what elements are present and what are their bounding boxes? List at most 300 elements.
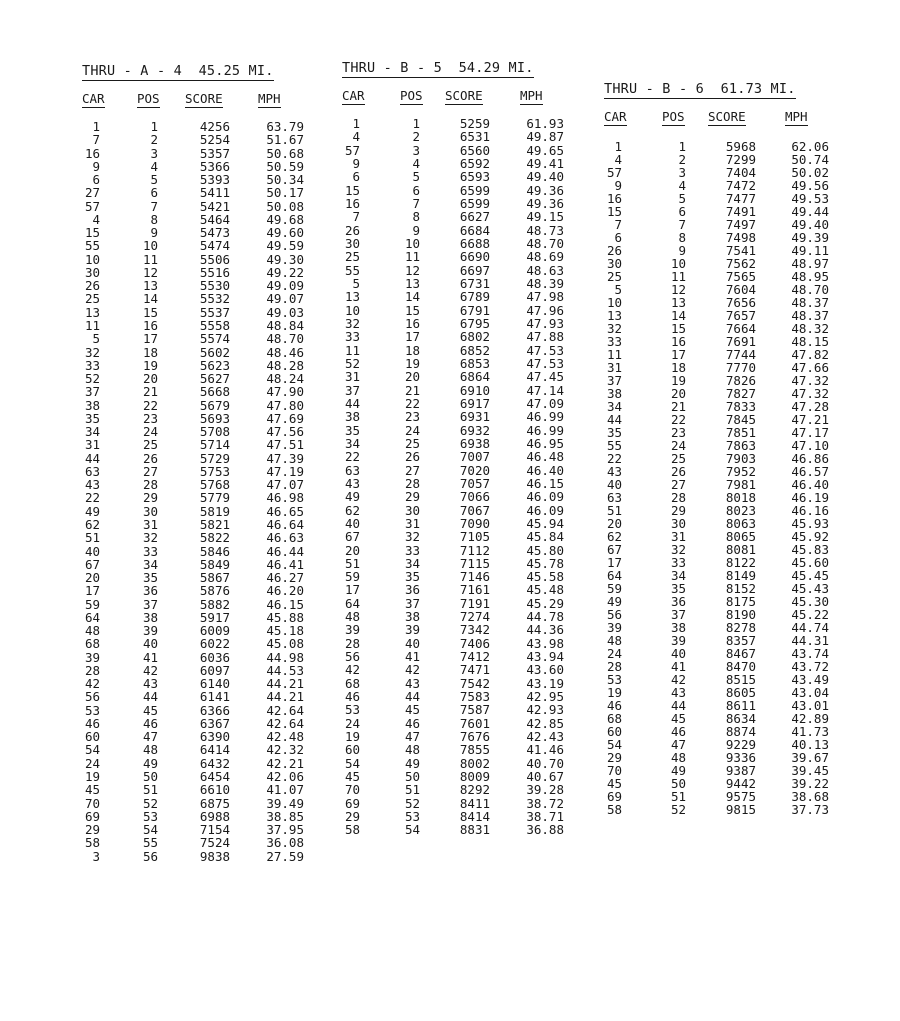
table-row <box>342 157 572 170</box>
col-pos-header: POS <box>400 88 423 103</box>
table-row <box>82 226 312 239</box>
cell-car: 33 <box>344 329 360 345</box>
cell-score: 7952 <box>725 464 756 479</box>
cell-pos: 28 <box>670 490 686 505</box>
cell-pos: 52 <box>404 795 420 811</box>
cell-car: 39 <box>84 649 100 665</box>
cell-mph: 50.17 <box>266 185 304 201</box>
cell-mph: 27.59 <box>266 848 304 864</box>
cell-car: 30 <box>84 264 100 280</box>
cell-score: 7497 <box>725 217 756 232</box>
cell-mph: 46.95 <box>526 435 564 451</box>
cell-pos: 48 <box>404 742 420 758</box>
cell-pos: 48 <box>142 742 158 758</box>
cell-score: 6688 <box>459 235 490 251</box>
table-row <box>342 823 572 836</box>
cell-score: 5506 <box>199 251 230 267</box>
cell-score: 5393 <box>199 172 230 188</box>
cell-score: 8611 <box>725 698 756 713</box>
cell-mph: 46.16 <box>791 503 829 518</box>
cell-car: 63 <box>84 463 100 479</box>
cell-pos: 40 <box>142 636 158 652</box>
table-row <box>342 250 572 263</box>
cell-pos: 39 <box>404 622 420 638</box>
cell-car: 60 <box>344 742 360 758</box>
cell-car: 26 <box>84 278 100 294</box>
cell-car: 40 <box>344 515 360 531</box>
cell-pos: 52 <box>670 802 686 817</box>
cell-pos: 43 <box>670 685 686 700</box>
table-row <box>82 346 312 359</box>
table-row <box>342 490 572 503</box>
cell-pos: 4 <box>412 155 420 171</box>
cell-car: 45 <box>606 776 622 791</box>
table-row <box>342 317 572 330</box>
table-row <box>342 637 572 650</box>
cell-pos: 5 <box>412 169 420 185</box>
table-row <box>342 544 572 557</box>
table-row <box>82 836 312 849</box>
cell-car: 32 <box>84 344 100 360</box>
cell-mph: 47.32 <box>791 386 829 401</box>
cell-car: 48 <box>344 609 360 625</box>
table-b5 <box>342 57 572 837</box>
cell-pos: 51 <box>404 782 420 798</box>
cell-score: 6802 <box>459 329 490 345</box>
cell-mph: 45.80 <box>526 542 564 558</box>
cell-score: 9838 <box>199 848 230 864</box>
cell-pos: 6 <box>150 185 158 201</box>
cell-pos: 1 <box>412 116 420 131</box>
cell-pos: 44 <box>142 689 158 705</box>
cell-pos: 37 <box>142 596 158 612</box>
cell-pos: 56 <box>142 848 158 864</box>
table-row <box>82 624 312 637</box>
table-row <box>342 717 572 730</box>
cell-pos: 26 <box>142 450 158 466</box>
cell-pos: 41 <box>404 649 420 665</box>
col-car-header: CAR <box>342 88 365 103</box>
cell-mph: 43.74 <box>791 646 829 661</box>
cell-pos: 40 <box>670 646 686 661</box>
cell-car: 63 <box>344 462 360 478</box>
table-row <box>82 757 312 770</box>
cell-car: 24 <box>344 715 360 731</box>
cell-car: 33 <box>84 357 100 373</box>
cell-pos: 34 <box>142 556 158 572</box>
cell-pos: 36 <box>404 582 420 598</box>
table-row <box>342 464 572 477</box>
table-row <box>342 597 572 610</box>
col-score-header: SCORE <box>185 91 223 106</box>
cell-car: 24 <box>84 755 100 771</box>
table-row <box>342 650 572 663</box>
cell-score: 5411 <box>199 185 230 201</box>
cell-pos: 15 <box>670 321 686 336</box>
table-row <box>82 332 312 345</box>
table-row <box>82 558 312 571</box>
cell-car: 30 <box>606 256 622 271</box>
cell-mph: 47.53 <box>526 342 564 358</box>
cell-mph: 42.06 <box>266 769 304 785</box>
cell-pos: 18 <box>404 342 420 358</box>
table-row <box>82 478 312 491</box>
table-title: THRU - B - 6 61.73 MI. <box>604 81 796 97</box>
cell-car: 38 <box>606 386 622 401</box>
cell-pos: 21 <box>670 399 686 414</box>
table-row <box>342 583 572 596</box>
table-row <box>82 186 312 199</box>
cell-mph: 45.30 <box>791 594 829 609</box>
cell-score: 7827 <box>725 386 756 401</box>
cell-score: 6731 <box>459 275 490 291</box>
cell-car: 15 <box>344 182 360 198</box>
cell-score: 6592 <box>459 155 490 171</box>
cell-score: 7770 <box>725 360 756 375</box>
cell-pos: 2 <box>678 152 686 167</box>
cell-mph: 47.53 <box>526 355 564 371</box>
cell-score: 7542 <box>459 675 490 691</box>
cell-mph: 49.87 <box>526 129 564 145</box>
cell-score: 8357 <box>725 633 756 648</box>
cell-car: 54 <box>606 737 622 752</box>
table-row <box>82 452 312 465</box>
cell-car: 22 <box>84 490 100 506</box>
cell-score: 9229 <box>725 737 756 752</box>
cell-car: 5 <box>92 331 100 347</box>
cell-score: 7863 <box>725 438 756 453</box>
table-row <box>342 184 572 197</box>
cell-score: 6875 <box>199 795 230 811</box>
cell-mph: 47.17 <box>791 425 829 440</box>
cell-car: 69 <box>84 808 100 824</box>
cell-car: 56 <box>606 607 622 622</box>
cell-mph: 42.89 <box>791 711 829 726</box>
cell-score: 7657 <box>725 308 756 323</box>
cell-score: 7565 <box>725 269 756 284</box>
cell-score: 7471 <box>459 662 490 678</box>
cell-car: 69 <box>344 795 360 811</box>
cell-car: 13 <box>606 308 622 323</box>
cell-pos: 22 <box>404 395 420 411</box>
cell-mph: 49.68 <box>266 211 304 227</box>
cell-pos: 20 <box>142 371 158 387</box>
cell-pos: 46 <box>670 724 686 739</box>
cell-mph: 46.40 <box>791 477 829 492</box>
col-score-header: SCORE <box>708 109 746 124</box>
cell-car: 43 <box>606 464 622 479</box>
cell-mph: 45.60 <box>791 555 829 570</box>
table-row <box>82 491 312 504</box>
cell-score: 7845 <box>725 412 756 427</box>
cell-car: 37 <box>606 373 622 388</box>
cell-mph: 45.93 <box>791 516 829 531</box>
table-row <box>82 213 312 226</box>
cell-pos: 37 <box>670 607 686 622</box>
cell-car: 25 <box>84 291 100 307</box>
cell-car: 57 <box>84 198 100 214</box>
cell-score: 6988 <box>199 808 230 824</box>
cell-mph: 49.03 <box>266 304 304 320</box>
cell-mph: 42.85 <box>526 715 564 731</box>
cell-car: 42 <box>344 662 360 678</box>
cell-car: 1 <box>352 116 360 131</box>
cell-pos: 41 <box>142 649 158 665</box>
cell-mph: 50.02 <box>791 165 829 180</box>
cell-score: 8831 <box>459 822 490 838</box>
cell-mph: 47.07 <box>266 477 304 493</box>
cell-car: 1 <box>614 139 622 154</box>
table-row <box>82 611 312 624</box>
cell-score: 7477 <box>725 191 756 206</box>
cell-car: 52 <box>84 371 100 387</box>
cell-score: 6852 <box>459 342 490 358</box>
cell-score: 8411 <box>459 795 490 811</box>
col-car-header: CAR <box>82 91 105 106</box>
cell-mph: 47.66 <box>791 360 829 375</box>
cell-pos: 50 <box>670 776 686 791</box>
cell-pos: 36 <box>670 594 686 609</box>
table-rows <box>604 140 834 816</box>
cell-score: 7115 <box>459 555 490 571</box>
cell-car: 34 <box>344 435 360 451</box>
cell-score: 7744 <box>725 347 756 362</box>
cell-score: 7274 <box>459 609 490 625</box>
cell-mph: 45.45 <box>791 568 829 583</box>
col-pos-header: POS <box>137 91 160 106</box>
cell-mph: 46.48 <box>526 449 564 465</box>
cell-car: 34 <box>84 424 100 440</box>
cell-car: 10 <box>606 295 622 310</box>
cell-score: 8175 <box>725 594 756 609</box>
cell-mph: 49.41 <box>526 155 564 171</box>
cell-pos: 20 <box>670 386 686 401</box>
cell-score: 8081 <box>725 542 756 557</box>
table-row <box>342 210 572 223</box>
table-row <box>342 530 572 543</box>
cell-pos: 4 <box>150 158 158 174</box>
cell-mph: 49.36 <box>526 182 564 198</box>
cell-car: 67 <box>606 542 622 557</box>
cell-score: 5357 <box>199 145 230 161</box>
table-row <box>342 437 572 450</box>
cell-score: 6390 <box>199 729 230 745</box>
cell-pos: 45 <box>404 702 420 718</box>
cell-score: 5753 <box>199 463 230 479</box>
cell-mph: 45.18 <box>266 623 304 639</box>
cell-pos: 33 <box>142 543 158 559</box>
table-row <box>342 237 572 250</box>
table-row <box>342 424 572 437</box>
cell-pos: 35 <box>404 569 420 585</box>
col-mph-header: MPH <box>785 109 808 124</box>
cell-car: 58 <box>606 802 622 817</box>
cell-car: 60 <box>606 724 622 739</box>
cell-car: 20 <box>344 542 360 558</box>
cell-car: 51 <box>344 555 360 571</box>
cell-score: 8122 <box>725 555 756 570</box>
cell-score: 5537 <box>199 304 230 320</box>
cell-car: 29 <box>606 750 622 765</box>
cell-car: 67 <box>344 529 360 545</box>
cell-score: 5779 <box>199 490 230 506</box>
cell-mph: 47.28 <box>791 399 829 414</box>
cell-mph: 47.10 <box>791 438 829 453</box>
cell-mph: 48.24 <box>266 371 304 387</box>
cell-score: 5464 <box>199 211 230 227</box>
cell-mph: 62.06 <box>791 139 829 154</box>
cell-pos: 23 <box>670 425 686 440</box>
cell-score: 7067 <box>459 502 490 518</box>
cell-score: 5623 <box>199 357 230 373</box>
cell-score: 6593 <box>459 169 490 185</box>
cell-mph: 50.34 <box>266 172 304 188</box>
cell-pos: 38 <box>404 609 420 625</box>
cell-pos: 26 <box>404 449 420 465</box>
cell-car: 10 <box>84 251 100 267</box>
cell-score: 6938 <box>459 435 490 451</box>
cell-car: 26 <box>606 243 622 258</box>
cell-mph: 47.80 <box>266 397 304 413</box>
cell-mph: 44.53 <box>266 662 304 678</box>
cell-mph: 44.21 <box>266 676 304 692</box>
cell-pos: 35 <box>670 581 686 596</box>
cell-pos: 43 <box>404 675 420 691</box>
cell-pos: 50 <box>404 769 420 785</box>
table-row <box>82 292 312 305</box>
cell-car: 25 <box>344 249 360 265</box>
cell-mph: 48.70 <box>266 331 304 347</box>
cell-mph: 42.43 <box>526 729 564 745</box>
cell-pos: 18 <box>670 360 686 375</box>
cell-mph: 45.84 <box>526 529 564 545</box>
table-row <box>82 465 312 478</box>
cell-mph: 39.22 <box>791 776 829 791</box>
cell-car: 19 <box>344 729 360 745</box>
cell-score: 7664 <box>725 321 756 336</box>
table-row <box>82 664 312 677</box>
cell-car: 39 <box>344 622 360 638</box>
table-row <box>82 797 312 810</box>
cell-mph: 48.70 <box>526 235 564 251</box>
cell-mph: 49.36 <box>526 195 564 211</box>
cell-car: 37 <box>84 384 100 400</box>
cell-car: 28 <box>606 659 622 674</box>
table-row <box>82 200 312 213</box>
cell-score: 5708 <box>199 424 230 440</box>
cell-mph: 46.20 <box>266 583 304 599</box>
cell-mph: 45.78 <box>526 555 564 571</box>
cell-car: 16 <box>606 191 622 206</box>
cell-score: 6414 <box>199 742 230 758</box>
table-row <box>82 385 312 398</box>
cell-car: 32 <box>606 321 622 336</box>
col-mph-header: MPH <box>258 91 281 106</box>
cell-mph: 47.39 <box>266 450 304 466</box>
cell-mph: 46.65 <box>266 503 304 519</box>
cell-car: 45 <box>344 769 360 785</box>
cell-car: 43 <box>84 477 100 493</box>
cell-score: 6367 <box>199 715 230 731</box>
cell-car: 27 <box>84 185 100 201</box>
cell-car: 70 <box>344 782 360 798</box>
cell-score: 8065 <box>725 529 756 544</box>
cell-score: 8515 <box>725 672 756 687</box>
cell-car: 33 <box>606 334 622 349</box>
cell-mph: 45.08 <box>266 636 304 652</box>
cell-score: 4256 <box>199 119 230 134</box>
table-row <box>82 717 312 730</box>
cell-pos: 13 <box>142 278 158 294</box>
cell-car: 55 <box>606 438 622 453</box>
table-row <box>82 412 312 425</box>
cell-pos: 21 <box>142 384 158 400</box>
cell-car: 56 <box>344 649 360 665</box>
table-row <box>82 743 312 756</box>
cell-pos: 30 <box>142 503 158 519</box>
cell-pos: 15 <box>142 304 158 320</box>
cell-pos: 31 <box>404 515 420 531</box>
cell-mph: 49.07 <box>266 291 304 307</box>
cell-score: 7498 <box>725 230 756 245</box>
table-row <box>342 117 572 130</box>
cell-mph: 46.19 <box>791 490 829 505</box>
cell-score: 7007 <box>459 449 490 465</box>
cell-mph: 47.19 <box>266 463 304 479</box>
cell-score: 7020 <box>459 462 490 478</box>
cell-mph: 46.15 <box>526 475 564 491</box>
cell-mph: 49.44 <box>791 204 829 219</box>
cell-pos: 39 <box>670 633 686 648</box>
cell-pos: 7 <box>412 195 420 211</box>
cell-car: 15 <box>84 225 100 241</box>
cell-score: 5532 <box>199 291 230 307</box>
cell-score: 7404 <box>725 165 756 180</box>
cell-mph: 41.07 <box>266 782 304 798</box>
table-row <box>82 545 312 558</box>
cell-pos: 41 <box>670 659 686 674</box>
cell-car: 46 <box>84 715 100 731</box>
cell-car: 68 <box>344 675 360 691</box>
cell-score: 7472 <box>725 178 756 193</box>
cell-mph: 46.09 <box>526 489 564 505</box>
cell-car: 6 <box>92 172 100 188</box>
cell-score: 7299 <box>725 152 756 167</box>
cell-score: 7583 <box>459 689 490 705</box>
cell-car: 5 <box>352 275 360 291</box>
cell-mph: 47.96 <box>526 302 564 318</box>
cell-car: 34 <box>606 399 622 414</box>
cell-pos: 13 <box>404 275 420 291</box>
cell-pos: 10 <box>142 238 158 254</box>
cell-score: 5693 <box>199 410 230 426</box>
cell-car: 37 <box>344 382 360 398</box>
cell-score: 5968 <box>725 139 756 154</box>
cell-score: 7981 <box>725 477 756 492</box>
cell-mph: 48.37 <box>791 308 829 323</box>
cell-pos: 50 <box>142 769 158 785</box>
cell-car: 44 <box>84 450 100 466</box>
table-row <box>342 810 572 823</box>
cell-car: 70 <box>84 795 100 811</box>
cell-mph: 43.49 <box>791 672 829 687</box>
cell-car: 57 <box>606 165 622 180</box>
cell-car: 55 <box>344 262 360 278</box>
cell-pos: 32 <box>142 530 158 546</box>
cell-pos: 1 <box>150 119 158 134</box>
cell-car: 59 <box>344 569 360 585</box>
table-row <box>342 557 572 570</box>
